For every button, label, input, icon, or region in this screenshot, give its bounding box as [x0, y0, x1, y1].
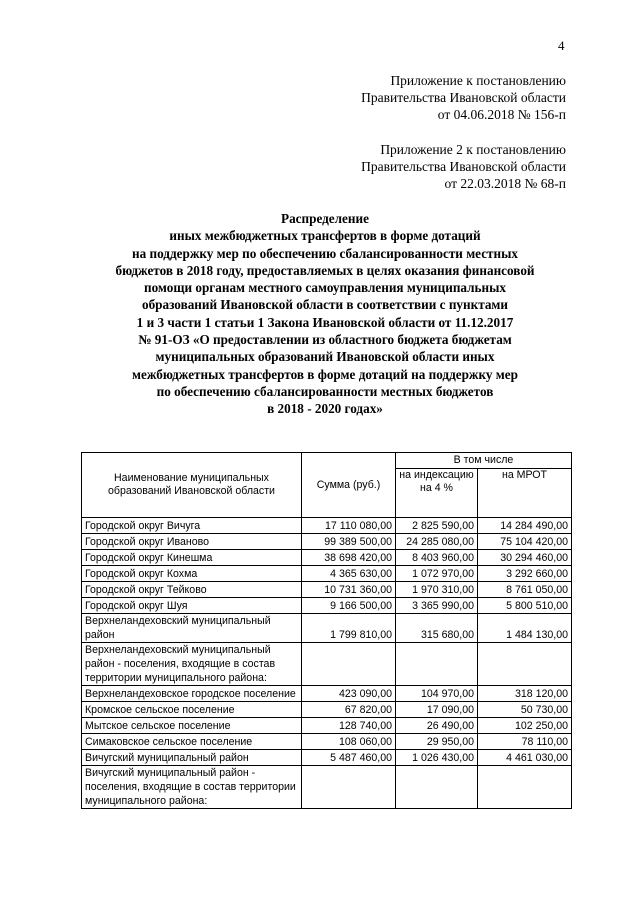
row-indexation-cell: 29 950,00	[396, 734, 478, 750]
row-sum-cell	[302, 766, 396, 809]
row-mrot-cell: 50 730,00	[478, 702, 572, 718]
title-line: в 2018 - 2020 годах»	[267, 401, 383, 417]
row-indexation-cell: 26 490,00	[396, 718, 478, 734]
title-line: бюджетов в 2018 году, предоставляемых в целях оказания финансовой	[115, 262, 535, 278]
row-name-cell: Городской округ Тейково	[82, 582, 302, 598]
row-sum-cell: 423 090,00	[302, 686, 396, 702]
distribution-table	[81, 452, 572, 809]
table-row	[82, 686, 572, 702]
annex-line: Правительства Ивановской области	[361, 159, 566, 174]
row-sum-cell: 99 389 500,00	[302, 534, 396, 550]
row-indexation-cell: 17 090,00	[396, 702, 478, 718]
row-name-cell: Городской округ Кинешма	[82, 550, 302, 566]
table-row	[82, 566, 572, 582]
row-mrot-cell	[478, 766, 572, 809]
row-name-cell: Вичугский муниципальный район	[82, 750, 302, 766]
row-name-cell: Городской округ Кохма	[82, 566, 302, 582]
title-line: № 91-ОЗ «О предоставлении из областного бюджета бюджетам	[138, 332, 512, 348]
row-mrot-cell: 30 294 460,00	[478, 550, 572, 566]
row-sum-cell: 1 799 810,00	[302, 614, 396, 643]
header-including: В том числе	[396, 453, 572, 469]
row-indexation-cell: 315 680,00	[396, 614, 478, 643]
table-row	[82, 534, 572, 550]
row-indexation-cell: 3 365 990,00	[396, 598, 478, 614]
title-line: Распределение	[281, 211, 369, 226]
row-name-cell: Городской округ Иваново	[82, 534, 302, 550]
table-row	[82, 550, 572, 566]
row-indexation-cell: 104 970,00	[396, 686, 478, 702]
title-line: образований Ивановской области в соответствии с пунктами	[141, 297, 509, 313]
row-indexation-cell: 1 026 430,00	[396, 750, 478, 766]
row-mrot-cell	[478, 643, 572, 686]
header-name: Наименование муниципальных образований Ивановской области	[82, 453, 302, 518]
title-line: иных межбюджетных трансфертов в форме дотаций	[169, 228, 481, 244]
annex-header-current	[361, 72, 566, 123]
row-mrot-cell: 318 120,00	[478, 686, 572, 702]
row-name-cell: Мытское сельское поселение	[82, 718, 302, 734]
header-indexation: на индексацию на 4 %	[396, 469, 478, 518]
annex-line: от 22.03.2018 № 68-п	[444, 176, 566, 191]
row-sum-cell: 5 487 460,00	[302, 750, 396, 766]
title-line: 1 и 3 части 1 статьи 1 Закона Ивановской области от 11.12.2017	[136, 314, 514, 330]
row-indexation-cell	[396, 643, 478, 686]
header-mrot: на МРОТ	[478, 469, 572, 518]
row-sum-cell	[302, 643, 396, 686]
row-name-cell: Верхнеландеховский муниципальный район	[82, 614, 302, 643]
title-line: помощи органам местного самоуправления муниципальных	[143, 280, 507, 296]
title-line: на поддержку мер по обеспечению сбалансированности местных	[131, 245, 519, 261]
row-sum-cell: 10 731 360,00	[302, 582, 396, 598]
table-row	[82, 518, 572, 534]
row-sum-cell: 128 740,00	[302, 718, 396, 734]
table-row	[82, 582, 572, 598]
annex-line: от 04.06.2018 № 156-п	[437, 107, 566, 122]
row-indexation-cell: 1 072 970,00	[396, 566, 478, 582]
title-line: муниципальных образований Ивановской области иных	[155, 349, 495, 365]
row-name-cell: Верхнеландеховский муниципальный район - поселения, входящие в состав территории муниципального района:	[82, 643, 302, 686]
row-name-cell: Кромское сельское поселение	[82, 702, 302, 718]
row-mrot-cell: 5 800 510,00	[478, 598, 572, 614]
row-mrot-cell: 78 110,00	[478, 734, 572, 750]
row-name-cell: Верхнеландеховское городское поселение	[82, 686, 302, 702]
row-indexation-cell: 24 285 080,00	[396, 534, 478, 550]
row-sum-cell: 108 060,00	[302, 734, 396, 750]
row-mrot-cell: 1 484 130,00	[478, 614, 572, 643]
row-mrot-cell: 102 250,00	[478, 718, 572, 734]
row-indexation-cell: 1 970 310,00	[396, 582, 478, 598]
header-sum: Сумма (руб.)	[302, 453, 396, 518]
row-mrot-cell: 14 284 490,00	[478, 518, 572, 534]
table-row	[82, 766, 572, 809]
row-mrot-cell: 75 104 420,00	[478, 534, 572, 550]
table-row	[82, 702, 572, 718]
row-indexation-cell: 2 825 590,00	[396, 518, 478, 534]
annex-header-original	[361, 141, 566, 192]
row-sum-cell: 38 698 420,00	[302, 550, 396, 566]
annex-line: Приложение к постановлению	[390, 73, 566, 88]
document-title	[90, 210, 560, 418]
table-row	[82, 734, 572, 750]
row-sum-cell: 4 365 630,00	[302, 566, 396, 582]
table-row	[82, 598, 572, 614]
row-sum-cell: 67 820,00	[302, 702, 396, 718]
row-name-cell: Городской округ Шуя	[82, 598, 302, 614]
row-name-cell: Симаковское сельское поселение	[82, 734, 302, 750]
row-mrot-cell: 4 461 030,00	[478, 750, 572, 766]
table-row	[82, 750, 572, 766]
title-line: межбюджетных трансфертов в форме дотаций на поддержку мер	[132, 366, 518, 382]
title-line: по обеспечению сбалансированности местных бюджетов	[156, 383, 494, 399]
row-sum-cell: 9 166 500,00	[302, 598, 396, 614]
row-name-cell: Вичугский муниципальный район - поселения, входящие в состав территории муниципального района:	[82, 766, 302, 809]
table-row	[82, 614, 572, 643]
table-row	[82, 718, 572, 734]
row-indexation-cell	[396, 766, 478, 809]
table-row	[82, 643, 572, 686]
annex-line: Приложение 2 к постановлению	[380, 142, 566, 157]
page-number: 4	[558, 38, 565, 53]
row-mrot-cell: 8 761 050,00	[478, 582, 572, 598]
row-sum-cell: 17 110 080,00	[302, 518, 396, 534]
row-mrot-cell: 3 292 660,00	[478, 566, 572, 582]
row-indexation-cell: 8 403 960,00	[396, 550, 478, 566]
row-name-cell: Городской округ Вичуга	[82, 518, 302, 534]
annex-line: Правительства Ивановской области	[361, 90, 566, 105]
